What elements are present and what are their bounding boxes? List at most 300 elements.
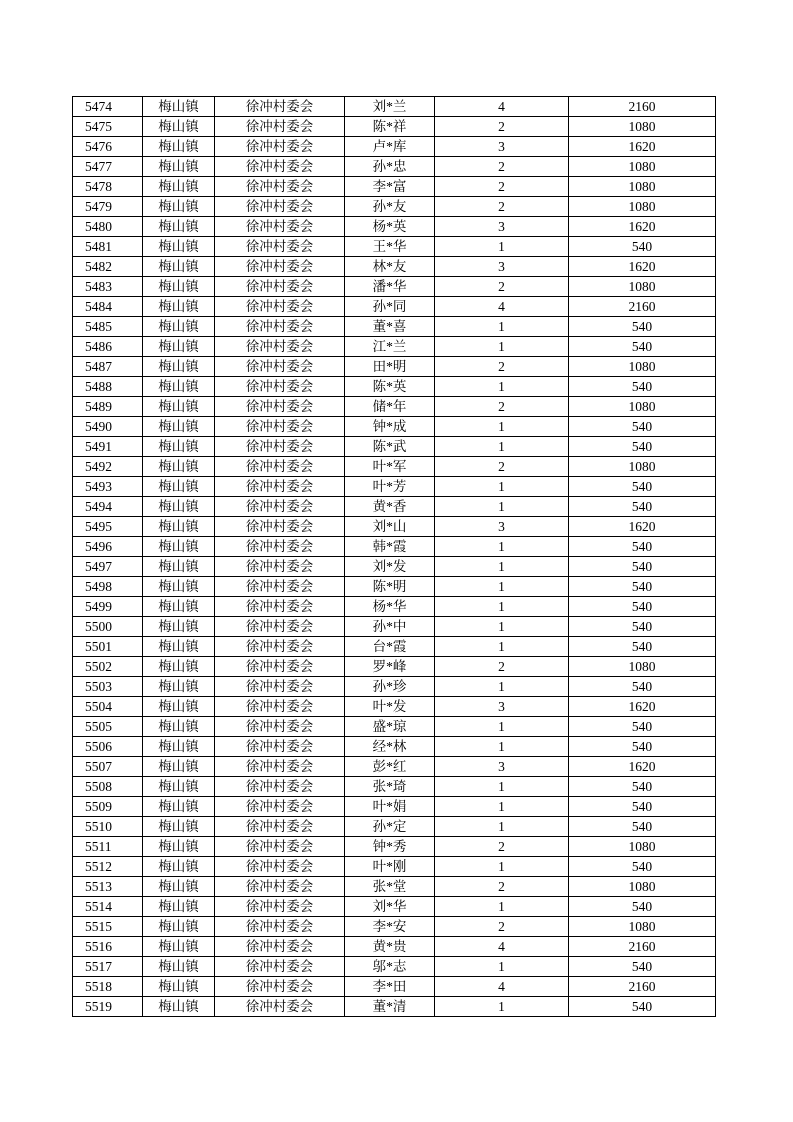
town-cell: 梅山镇 xyxy=(143,297,215,317)
table-row xyxy=(73,377,716,397)
amount-cell: 1620 xyxy=(569,257,716,277)
village-cell: 徐冲村委会 xyxy=(215,997,345,1017)
name-cell: 储*年 xyxy=(345,397,435,417)
row-id-cell: 5509 xyxy=(73,797,143,817)
village-cell: 徐冲村委会 xyxy=(215,297,345,317)
name-cell: 江*兰 xyxy=(345,337,435,357)
table-row xyxy=(73,997,716,1017)
row-id-cell: 5491 xyxy=(73,437,143,457)
row-id-cell: 5478 xyxy=(73,177,143,197)
town-cell: 梅山镇 xyxy=(143,997,215,1017)
count-cell: 2 xyxy=(435,157,569,177)
table-row xyxy=(73,157,716,177)
village-cell: 徐冲村委会 xyxy=(215,817,345,837)
name-cell: 彭*红 xyxy=(345,757,435,777)
town-cell: 梅山镇 xyxy=(143,197,215,217)
count-cell: 1 xyxy=(435,737,569,757)
table-row xyxy=(73,857,716,877)
row-id-cell: 5474 xyxy=(73,97,143,117)
count-cell: 1 xyxy=(435,557,569,577)
row-id-cell: 5518 xyxy=(73,977,143,997)
village-cell: 徐冲村委会 xyxy=(215,457,345,477)
town-cell: 梅山镇 xyxy=(143,417,215,437)
row-id-cell: 5503 xyxy=(73,677,143,697)
table-row xyxy=(73,917,716,937)
count-cell: 1 xyxy=(435,997,569,1017)
table-row xyxy=(73,937,716,957)
table-row xyxy=(73,337,716,357)
row-id-cell: 5493 xyxy=(73,477,143,497)
table-row xyxy=(73,197,716,217)
town-cell: 梅山镇 xyxy=(143,457,215,477)
table-row xyxy=(73,737,716,757)
amount-cell: 540 xyxy=(569,897,716,917)
name-cell: 李*富 xyxy=(345,177,435,197)
count-cell: 3 xyxy=(435,697,569,717)
village-cell: 徐冲村委会 xyxy=(215,517,345,537)
village-cell: 徐冲村委会 xyxy=(215,137,345,157)
row-id-cell: 5477 xyxy=(73,157,143,177)
village-cell: 徐冲村委会 xyxy=(215,197,345,217)
count-cell: 4 xyxy=(435,97,569,117)
amount-cell: 2160 xyxy=(569,937,716,957)
town-cell: 梅山镇 xyxy=(143,777,215,797)
count-cell: 1 xyxy=(435,537,569,557)
amount-cell: 1080 xyxy=(569,357,716,377)
name-cell: 叶*军 xyxy=(345,457,435,477)
village-cell: 徐冲村委会 xyxy=(215,777,345,797)
row-id-cell: 5513 xyxy=(73,877,143,897)
amount-cell: 540 xyxy=(569,737,716,757)
amount-cell: 540 xyxy=(569,497,716,517)
row-id-cell: 5512 xyxy=(73,857,143,877)
village-cell: 徐冲村委会 xyxy=(215,697,345,717)
town-cell: 梅山镇 xyxy=(143,277,215,297)
row-id-cell: 5498 xyxy=(73,577,143,597)
village-cell: 徐冲村委会 xyxy=(215,157,345,177)
village-cell: 徐冲村委会 xyxy=(215,977,345,997)
row-id-cell: 5476 xyxy=(73,137,143,157)
town-cell: 梅山镇 xyxy=(143,157,215,177)
amount-cell: 1620 xyxy=(569,697,716,717)
amount-cell: 540 xyxy=(569,777,716,797)
village-cell: 徐冲村委会 xyxy=(215,717,345,737)
amount-cell: 2160 xyxy=(569,977,716,997)
town-cell: 梅山镇 xyxy=(143,697,215,717)
count-cell: 2 xyxy=(435,357,569,377)
town-cell: 梅山镇 xyxy=(143,877,215,897)
table-row xyxy=(73,617,716,637)
town-cell: 梅山镇 xyxy=(143,597,215,617)
count-cell: 1 xyxy=(435,637,569,657)
row-id-cell: 5516 xyxy=(73,937,143,957)
village-cell: 徐冲村委会 xyxy=(215,217,345,237)
village-cell: 徐冲村委会 xyxy=(215,537,345,557)
table-row xyxy=(73,877,716,897)
row-id-cell: 5495 xyxy=(73,517,143,537)
row-id-cell: 5485 xyxy=(73,317,143,337)
table-row xyxy=(73,477,716,497)
village-cell: 徐冲村委会 xyxy=(215,337,345,357)
name-cell: 经*林 xyxy=(345,737,435,757)
town-cell: 梅山镇 xyxy=(143,437,215,457)
amount-cell: 1080 xyxy=(569,657,716,677)
row-id-cell: 5511 xyxy=(73,837,143,857)
amount-cell: 1080 xyxy=(569,117,716,137)
count-cell: 2 xyxy=(435,397,569,417)
name-cell: 李*安 xyxy=(345,917,435,937)
village-cell: 徐冲村委会 xyxy=(215,877,345,897)
village-cell: 徐冲村委会 xyxy=(215,557,345,577)
amount-cell: 540 xyxy=(569,637,716,657)
amount-cell: 540 xyxy=(569,437,716,457)
count-cell: 1 xyxy=(435,577,569,597)
name-cell: 韩*霞 xyxy=(345,537,435,557)
village-cell: 徐冲村委会 xyxy=(215,917,345,937)
amount-cell: 1080 xyxy=(569,837,716,857)
name-cell: 叶*芳 xyxy=(345,477,435,497)
count-cell: 1 xyxy=(435,377,569,397)
table-row xyxy=(73,417,716,437)
town-cell: 梅山镇 xyxy=(143,937,215,957)
amount-cell: 540 xyxy=(569,617,716,637)
village-cell: 徐冲村委会 xyxy=(215,857,345,877)
count-cell: 1 xyxy=(435,317,569,337)
amount-cell: 540 xyxy=(569,957,716,977)
table-row xyxy=(73,717,716,737)
count-cell: 2 xyxy=(435,877,569,897)
town-cell: 梅山镇 xyxy=(143,257,215,277)
amount-cell: 540 xyxy=(569,557,716,577)
table-row xyxy=(73,437,716,457)
count-cell: 1 xyxy=(435,437,569,457)
row-id-cell: 5510 xyxy=(73,817,143,837)
table-row xyxy=(73,837,716,857)
count-cell: 2 xyxy=(435,457,569,477)
village-cell: 徐冲村委会 xyxy=(215,497,345,517)
town-cell: 梅山镇 xyxy=(143,717,215,737)
row-id-cell: 5499 xyxy=(73,597,143,617)
count-cell: 1 xyxy=(435,857,569,877)
table-row xyxy=(73,497,716,517)
name-cell: 田*明 xyxy=(345,357,435,377)
village-cell: 徐冲村委会 xyxy=(215,937,345,957)
name-cell: 孙*同 xyxy=(345,297,435,317)
count-cell: 4 xyxy=(435,977,569,997)
village-cell: 徐冲村委会 xyxy=(215,737,345,757)
count-cell: 1 xyxy=(435,237,569,257)
amount-cell: 540 xyxy=(569,337,716,357)
amount-cell: 1620 xyxy=(569,517,716,537)
name-cell: 孙*忠 xyxy=(345,157,435,177)
row-id-cell: 5519 xyxy=(73,997,143,1017)
town-cell: 梅山镇 xyxy=(143,817,215,837)
count-cell: 1 xyxy=(435,817,569,837)
row-id-cell: 5475 xyxy=(73,117,143,137)
row-id-cell: 5483 xyxy=(73,277,143,297)
row-id-cell: 5508 xyxy=(73,777,143,797)
table-row xyxy=(73,217,716,237)
name-cell: 叶*发 xyxy=(345,697,435,717)
amount-cell: 1080 xyxy=(569,877,716,897)
count-cell: 1 xyxy=(435,957,569,977)
village-cell: 徐冲村委会 xyxy=(215,177,345,197)
town-cell: 梅山镇 xyxy=(143,577,215,597)
table-row xyxy=(73,817,716,837)
name-cell: 杨*英 xyxy=(345,217,435,237)
village-cell: 徐冲村委会 xyxy=(215,317,345,337)
name-cell: 孙*友 xyxy=(345,197,435,217)
table-row xyxy=(73,777,716,797)
town-cell: 梅山镇 xyxy=(143,97,215,117)
name-cell: 黄*贵 xyxy=(345,937,435,957)
count-cell: 4 xyxy=(435,297,569,317)
town-cell: 梅山镇 xyxy=(143,477,215,497)
count-cell: 3 xyxy=(435,137,569,157)
name-cell: 罗*峰 xyxy=(345,657,435,677)
amount-cell: 1080 xyxy=(569,397,716,417)
village-cell: 徐冲村委会 xyxy=(215,637,345,657)
count-cell: 1 xyxy=(435,717,569,737)
table-row xyxy=(73,677,716,697)
village-cell: 徐冲村委会 xyxy=(215,797,345,817)
table-row xyxy=(73,177,716,197)
town-cell: 梅山镇 xyxy=(143,217,215,237)
village-cell: 徐冲村委会 xyxy=(215,397,345,417)
row-id-cell: 5494 xyxy=(73,497,143,517)
count-cell: 2 xyxy=(435,117,569,137)
name-cell: 钟*秀 xyxy=(345,837,435,857)
table-body xyxy=(73,97,716,1017)
name-cell: 叶*娟 xyxy=(345,797,435,817)
count-cell: 1 xyxy=(435,777,569,797)
name-cell: 杨*华 xyxy=(345,597,435,617)
village-cell: 徐冲村委会 xyxy=(215,837,345,857)
table-row xyxy=(73,357,716,377)
amount-cell: 540 xyxy=(569,997,716,1017)
count-cell: 3 xyxy=(435,217,569,237)
table-row xyxy=(73,277,716,297)
table-row xyxy=(73,457,716,477)
name-cell: 李*田 xyxy=(345,977,435,997)
town-cell: 梅山镇 xyxy=(143,977,215,997)
row-id-cell: 5506 xyxy=(73,737,143,757)
village-cell: 徐冲村委会 xyxy=(215,677,345,697)
village-cell: 徐冲村委会 xyxy=(215,277,345,297)
count-cell: 3 xyxy=(435,257,569,277)
count-cell: 1 xyxy=(435,897,569,917)
table-row xyxy=(73,957,716,977)
name-cell: 董*喜 xyxy=(345,317,435,337)
amount-cell: 540 xyxy=(569,717,716,737)
village-cell: 徐冲村委会 xyxy=(215,377,345,397)
name-cell: 盛*琼 xyxy=(345,717,435,737)
count-cell: 1 xyxy=(435,497,569,517)
amount-cell: 1080 xyxy=(569,197,716,217)
amount-cell: 540 xyxy=(569,477,716,497)
town-cell: 梅山镇 xyxy=(143,137,215,157)
village-cell: 徐冲村委会 xyxy=(215,237,345,257)
row-id-cell: 5496 xyxy=(73,537,143,557)
row-id-cell: 5504 xyxy=(73,697,143,717)
row-id-cell: 5484 xyxy=(73,297,143,317)
table-row xyxy=(73,757,716,777)
amount-cell: 1080 xyxy=(569,157,716,177)
town-cell: 梅山镇 xyxy=(143,957,215,977)
name-cell: 刘*兰 xyxy=(345,97,435,117)
amount-cell: 540 xyxy=(569,377,716,397)
table-row xyxy=(73,697,716,717)
amount-cell: 1080 xyxy=(569,917,716,937)
town-cell: 梅山镇 xyxy=(143,797,215,817)
name-cell: 叶*刚 xyxy=(345,857,435,877)
name-cell: 陈*祥 xyxy=(345,117,435,137)
name-cell: 张*堂 xyxy=(345,877,435,897)
town-cell: 梅山镇 xyxy=(143,397,215,417)
count-cell: 2 xyxy=(435,657,569,677)
table-row xyxy=(73,577,716,597)
amount-cell: 1080 xyxy=(569,457,716,477)
table-row xyxy=(73,317,716,337)
table-row xyxy=(73,897,716,917)
town-cell: 梅山镇 xyxy=(143,917,215,937)
row-id-cell: 5515 xyxy=(73,917,143,937)
count-cell: 2 xyxy=(435,917,569,937)
village-cell: 徐冲村委会 xyxy=(215,657,345,677)
town-cell: 梅山镇 xyxy=(143,637,215,657)
table-row xyxy=(73,397,716,417)
count-cell: 1 xyxy=(435,337,569,357)
town-cell: 梅山镇 xyxy=(143,177,215,197)
town-cell: 梅山镇 xyxy=(143,317,215,337)
row-id-cell: 5487 xyxy=(73,357,143,377)
row-id-cell: 5490 xyxy=(73,417,143,437)
name-cell: 邬*志 xyxy=(345,957,435,977)
row-id-cell: 5486 xyxy=(73,337,143,357)
name-cell: 王*华 xyxy=(345,237,435,257)
amount-cell: 2160 xyxy=(569,297,716,317)
name-cell: 台*霞 xyxy=(345,637,435,657)
name-cell: 林*友 xyxy=(345,257,435,277)
village-cell: 徐冲村委会 xyxy=(215,97,345,117)
town-cell: 梅山镇 xyxy=(143,617,215,637)
village-cell: 徐冲村委会 xyxy=(215,257,345,277)
data-table xyxy=(72,96,716,1017)
amount-cell: 540 xyxy=(569,237,716,257)
table-row xyxy=(73,517,716,537)
name-cell: 潘*华 xyxy=(345,277,435,297)
row-id-cell: 5489 xyxy=(73,397,143,417)
amount-cell: 540 xyxy=(569,857,716,877)
row-id-cell: 5517 xyxy=(73,957,143,977)
name-cell: 孙*中 xyxy=(345,617,435,637)
amount-cell: 540 xyxy=(569,577,716,597)
row-id-cell: 5479 xyxy=(73,197,143,217)
amount-cell: 1080 xyxy=(569,177,716,197)
row-id-cell: 5500 xyxy=(73,617,143,637)
name-cell: 刘*发 xyxy=(345,557,435,577)
town-cell: 梅山镇 xyxy=(143,677,215,697)
row-id-cell: 5492 xyxy=(73,457,143,477)
town-cell: 梅山镇 xyxy=(143,117,215,137)
count-cell: 3 xyxy=(435,517,569,537)
town-cell: 梅山镇 xyxy=(143,537,215,557)
count-cell: 2 xyxy=(435,177,569,197)
town-cell: 梅山镇 xyxy=(143,357,215,377)
row-id-cell: 5505 xyxy=(73,717,143,737)
row-id-cell: 5488 xyxy=(73,377,143,397)
village-cell: 徐冲村委会 xyxy=(215,897,345,917)
row-id-cell: 5482 xyxy=(73,257,143,277)
amount-cell: 2160 xyxy=(569,97,716,117)
town-cell: 梅山镇 xyxy=(143,377,215,397)
town-cell: 梅山镇 xyxy=(143,737,215,757)
amount-cell: 540 xyxy=(569,417,716,437)
row-id-cell: 5514 xyxy=(73,897,143,917)
amount-cell: 540 xyxy=(569,537,716,557)
village-cell: 徐冲村委会 xyxy=(215,957,345,977)
count-cell: 1 xyxy=(435,797,569,817)
town-cell: 梅山镇 xyxy=(143,557,215,577)
table-row xyxy=(73,537,716,557)
table-row xyxy=(73,137,716,157)
count-cell: 1 xyxy=(435,617,569,637)
count-cell: 1 xyxy=(435,677,569,697)
town-cell: 梅山镇 xyxy=(143,757,215,777)
count-cell: 3 xyxy=(435,757,569,777)
village-cell: 徐冲村委会 xyxy=(215,577,345,597)
town-cell: 梅山镇 xyxy=(143,497,215,517)
village-cell: 徐冲村委会 xyxy=(215,617,345,637)
village-cell: 徐冲村委会 xyxy=(215,357,345,377)
name-cell: 陈*明 xyxy=(345,577,435,597)
amount-cell: 1620 xyxy=(569,137,716,157)
amount-cell: 1620 xyxy=(569,757,716,777)
name-cell: 孙*定 xyxy=(345,817,435,837)
count-cell: 1 xyxy=(435,597,569,617)
amount-cell: 540 xyxy=(569,677,716,697)
village-cell: 徐冲村委会 xyxy=(215,477,345,497)
row-id-cell: 5480 xyxy=(73,217,143,237)
table-row xyxy=(73,977,716,997)
town-cell: 梅山镇 xyxy=(143,857,215,877)
row-id-cell: 5502 xyxy=(73,657,143,677)
village-cell: 徐冲村委会 xyxy=(215,757,345,777)
row-id-cell: 5481 xyxy=(73,237,143,257)
village-cell: 徐冲村委会 xyxy=(215,117,345,137)
town-cell: 梅山镇 xyxy=(143,517,215,537)
table-row xyxy=(73,297,716,317)
town-cell: 梅山镇 xyxy=(143,337,215,357)
town-cell: 梅山镇 xyxy=(143,837,215,857)
count-cell: 2 xyxy=(435,197,569,217)
amount-cell: 1620 xyxy=(569,217,716,237)
amount-cell: 1080 xyxy=(569,277,716,297)
name-cell: 刘*华 xyxy=(345,897,435,917)
amount-cell: 540 xyxy=(569,317,716,337)
town-cell: 梅山镇 xyxy=(143,237,215,257)
table-row xyxy=(73,597,716,617)
table-row xyxy=(73,117,716,137)
count-cell: 2 xyxy=(435,837,569,857)
village-cell: 徐冲村委会 xyxy=(215,597,345,617)
table-row xyxy=(73,97,716,117)
name-cell: 陈*英 xyxy=(345,377,435,397)
name-cell: 孙*珍 xyxy=(345,677,435,697)
row-id-cell: 5497 xyxy=(73,557,143,577)
name-cell: 卢*库 xyxy=(345,137,435,157)
table-row xyxy=(73,637,716,657)
